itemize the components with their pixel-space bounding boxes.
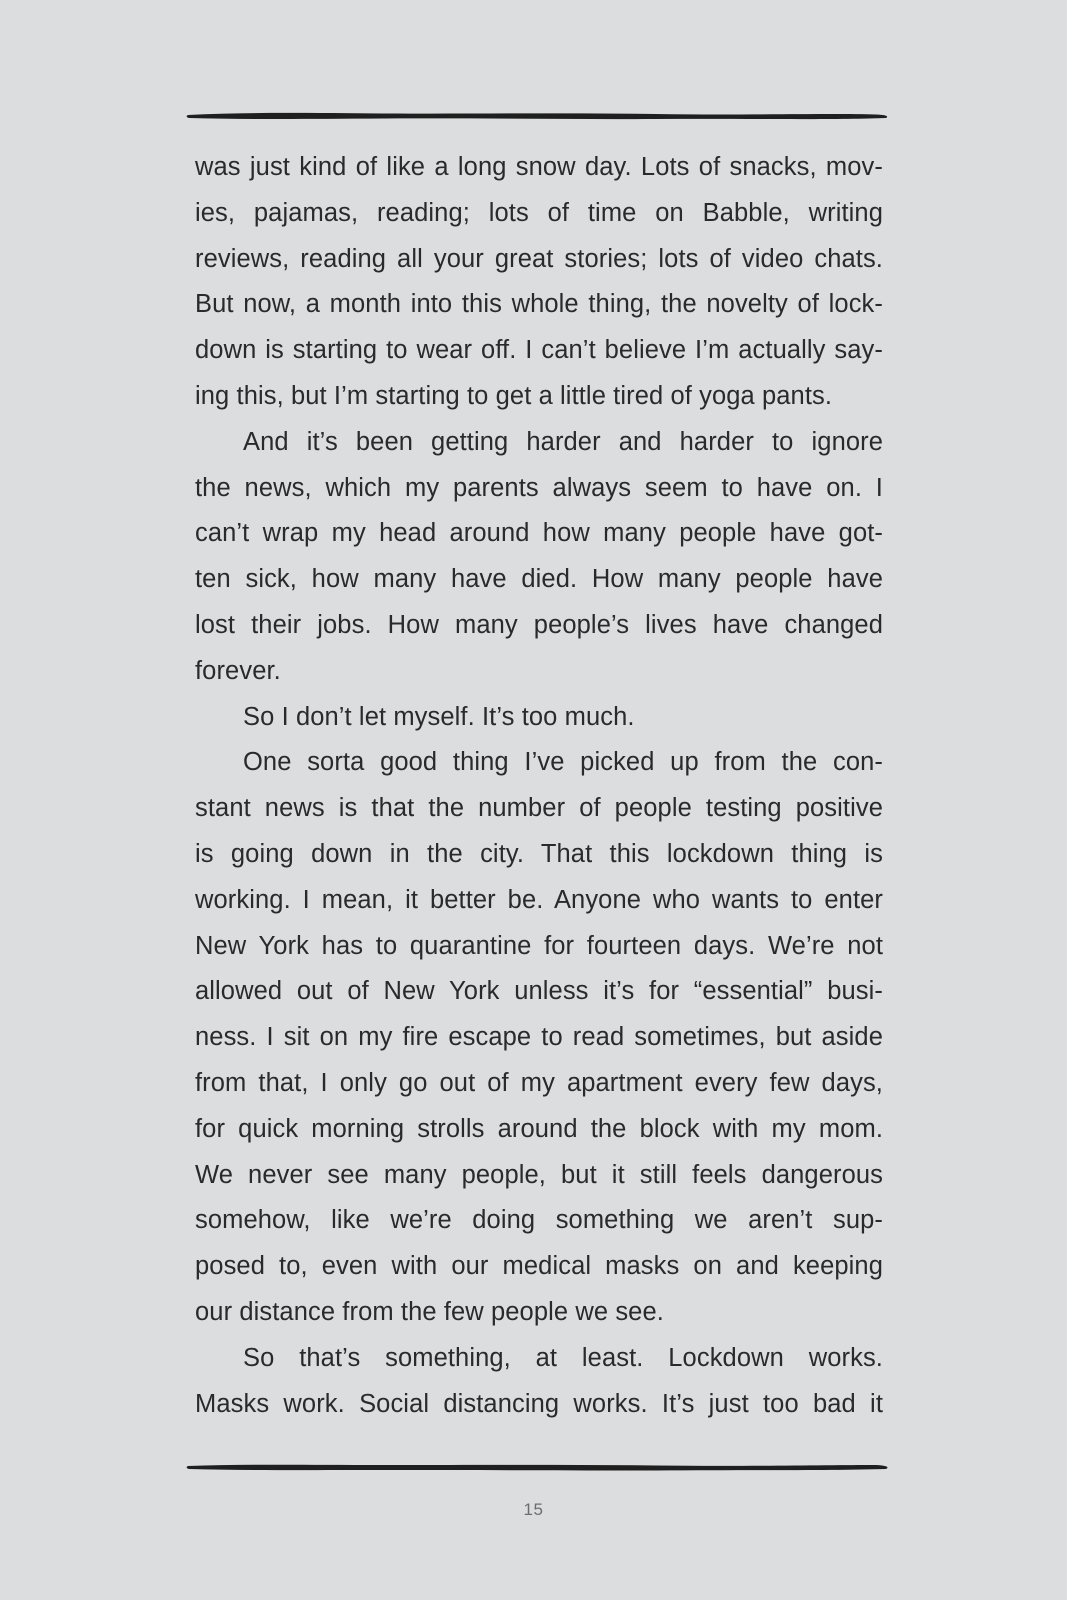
body-line: was just kind of like a long snow day. Lots of snacks, mov-	[195, 153, 883, 181]
body-line: ing this, but I’m starting to get a little tired of yoga pants.	[195, 381, 833, 410]
body-line: So I don’t let myself. It’s too much.	[243, 702, 635, 731]
body-line: can’t wrap my head around how many people have got-	[195, 519, 883, 548]
body-line: from that, I only go out of my apartment every few days,	[195, 1068, 883, 1097]
bottom-decorative-rule	[186, 1460, 890, 1474]
body-line: ness. I sit on my fire escape to read sometimes, but aside	[195, 1023, 883, 1052]
body-line: reviews, reading all your great stories; lots of video chats.	[195, 244, 883, 273]
body-line: One sorta good thing I’ve picked up from the con-	[243, 748, 883, 777]
body-line: is going down in the city. That this lockdown thing is	[195, 839, 883, 868]
body-line: allowed out of New York unless it’s for “essential” busi-	[195, 977, 883, 1006]
body-line: forever.	[195, 656, 281, 685]
body-line: working. I mean, it better be. Anyone who wants to enter	[195, 885, 883, 914]
body-line: ies, pajamas, reading; lots of time on Babble, writing	[195, 198, 883, 227]
body-line: down is starting to wear off. I can’t believe I’m actually say-	[195, 336, 883, 365]
body-line: We never see many people, but it still feels dangerous	[195, 1160, 883, 1189]
body-line: for quick morning strolls around the block with my mom.	[195, 1114, 883, 1143]
body-text	[195, 145, 883, 1427]
body-line: So that’s something, at least. Lockdown works.	[243, 1343, 883, 1372]
body-line: And it’s been getting harder and harder to ignore	[243, 427, 883, 456]
body-line: New York has to quarantine for fourteen days. We’re not	[195, 931, 883, 960]
body-line: the news, which my parents always seem to have on. I	[195, 473, 883, 502]
page-number: 15	[523, 1500, 544, 1519]
top-decorative-rule	[186, 109, 890, 123]
body-line: stant news is that the number of people testing positive	[195, 794, 883, 823]
body-line: But now, a month into this whole thing, the novelty of lock-	[195, 290, 883, 319]
body-line: our distance from the few people we see.	[195, 1297, 664, 1326]
body-line: posed to, even with our medical masks on and keeping	[195, 1252, 883, 1281]
body-line: Masks work. Social distancing works. It’s just too bad it	[195, 1389, 883, 1418]
body-line: somehow, like we’re doing something we aren’t sup-	[195, 1206, 883, 1235]
body-line: ten sick, how many have died. How many people have	[195, 565, 883, 594]
body-line: lost their jobs. How many people’s lives have changed	[195, 610, 883, 639]
